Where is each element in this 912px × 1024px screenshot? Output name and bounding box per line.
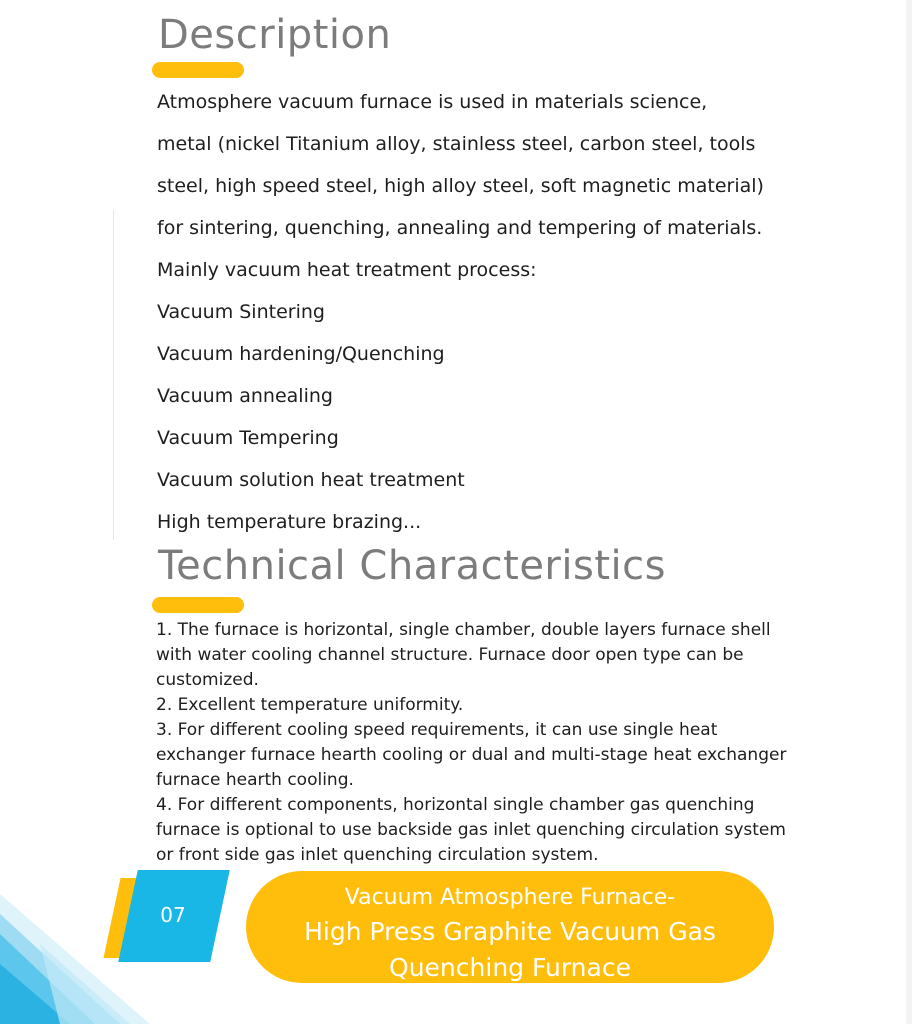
footer-title-line-1: Vacuum Atmosphere Furnace- [344, 885, 676, 910]
description-line: metal (nickel Titanium alloy, stainless steel, carbon steel, tools [157, 133, 756, 155]
technical-item: 1. The furnace is horizontal, single chamber, double layers furnace shell with water cooling channel structure. Furnace door open type can be customized. [156, 620, 771, 690]
process-item: High temperature brazing... [157, 511, 422, 533]
technical-title-underline [152, 597, 244, 613]
process-item: Vacuum Sintering [157, 301, 325, 323]
technical-item: 2. Excellent temperature uniformity. [156, 695, 464, 715]
process-item: Vacuum Tempering [157, 427, 339, 449]
process-item: Vacuum hardening/Quenching [157, 343, 445, 365]
divider-line [113, 210, 114, 540]
description-line: Mainly vacuum heat treatment process: [157, 259, 537, 281]
description-list [157, 81, 764, 543]
footer-banner [246, 871, 774, 983]
page-edge [906, 0, 912, 1024]
description-line: Atmosphere vacuum furnace is used in materials science, [157, 91, 708, 113]
description-line: for sintering, quenching, annealing and tempering of materials. [157, 217, 763, 239]
description-title-underline [152, 62, 244, 78]
footer-title-line-3: Quenching Furnace [389, 953, 631, 982]
process-item: Vacuum annealing [157, 385, 333, 407]
technical-list [156, 618, 796, 868]
technical-title: Technical Characteristics [158, 543, 666, 589]
process-item: Vacuum solution heat treatment [157, 469, 465, 491]
technical-item: 3. For different cooling speed requirements, it can use single heat exchanger furnace hearth cooling or dual and multi-stage heat exchanger furnace hearth cooling. [156, 720, 787, 790]
technical-item: 4. For different components, horizontal single chamber gas quenching furnace is optional to use backside gas inlet quenching circulation system or front side gas inlet quenching circulation system. [156, 795, 786, 865]
footer-title-line-2: High Press Graphite Vacuum Gas [304, 917, 716, 946]
description-title: Description [158, 12, 392, 58]
page-number: 07 [160, 903, 186, 927]
description-line: steel, high speed steel, high alloy steel, soft magnetic material) [157, 175, 764, 197]
